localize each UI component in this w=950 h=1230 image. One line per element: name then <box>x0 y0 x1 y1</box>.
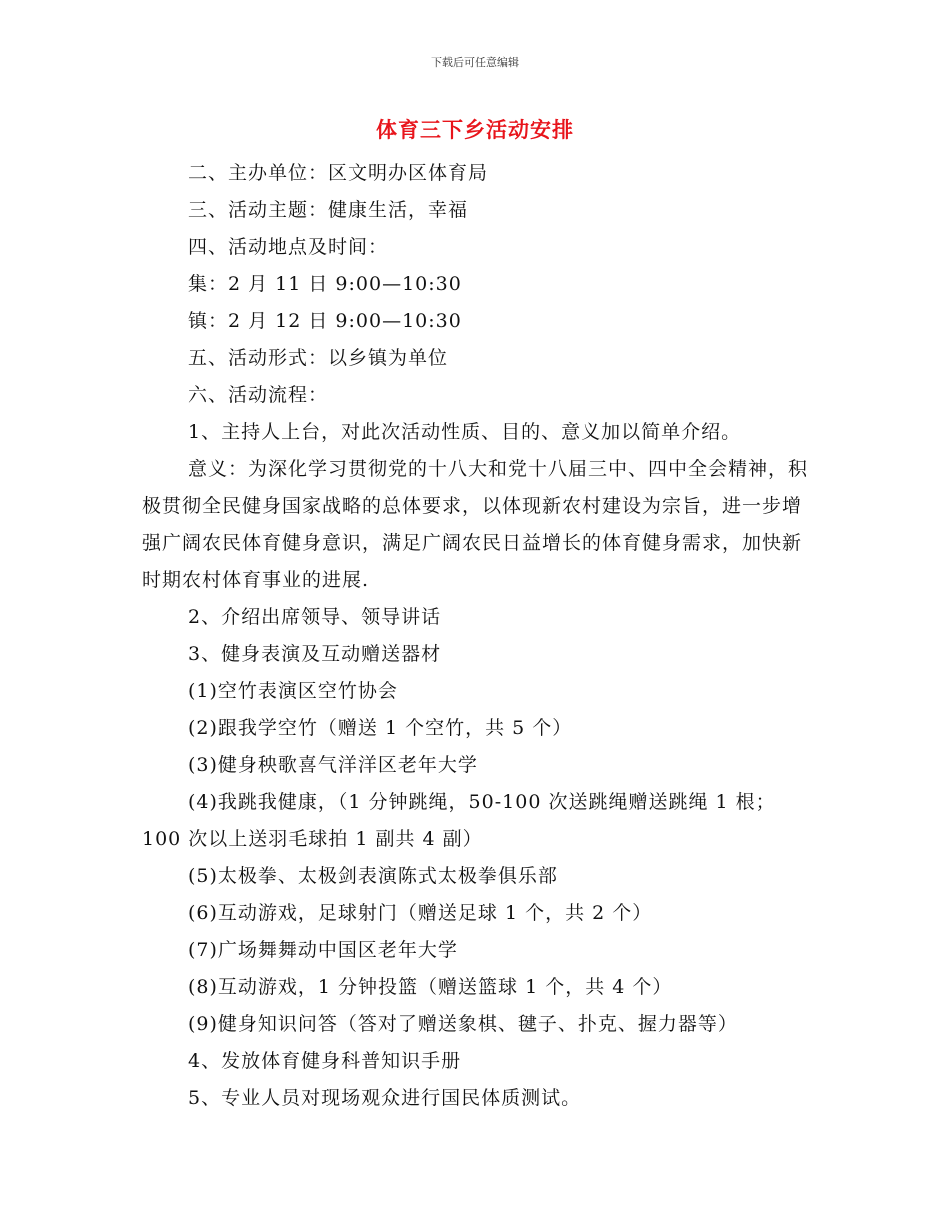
list-item: (2)跟我学空竹（赠送 1 个空竹，共 5 个） <box>188 717 573 739</box>
list-item: (9)健身知识问答（答对了赠送象棋、毽子、扑克、握力器等） <box>188 1013 738 1035</box>
paragraph-process: 六、活动流程： <box>188 384 329 406</box>
document-title: 体育三下乡活动安排 <box>376 118 574 142</box>
list-item: (8)互动游戏，1 分钟投篮（赠送篮球 1 个，共 4 个） <box>188 976 673 998</box>
list-item: (3)健身秧歌喜气洋洋区老年大学 <box>188 754 478 776</box>
list-item: (7)广场舞舞动中国区老年大学 <box>188 939 458 961</box>
list-item: (1)空竹表演区空竹协会 <box>188 680 398 702</box>
document-body <box>142 155 812 1117</box>
paragraph-step-1: 1、主持人上台，对此次活动性质、目的、意义加以简单介绍。 <box>188 421 742 443</box>
list-item: (4)我跳我健康，（1 分钟跳绳，50-100 次送跳绳赠送跳绳 1 根；100 次以上送羽毛球拍 1 副共 4 副） <box>142 791 776 850</box>
paragraph-significance: 意义：为深化学习贯彻党的十八大和党十八届三中、四中全会精神，积极贯彻全民健身国家战略的总体要求，以体现新农村建设为宗旨，进一步增强广阔农民体育健身意识，满足广阔农民日益增长的体育健身需求，加快新时期农村体育事业的进展. <box>142 458 809 591</box>
header-note: 下载后可任意编辑 <box>431 56 519 69</box>
list-item: (6)互动游戏，足球射门（赠送足球 1 个，共 2 个） <box>188 902 653 924</box>
paragraph-date-ji: 集：2 月 11 日 9:00—10:30 <box>188 273 462 295</box>
paragraph-organizer: 二、主办单位：区文明办区体育局 <box>188 162 489 184</box>
paragraph-step-3: 3、健身表演及互动赠送器材 <box>188 643 442 665</box>
paragraph-format: 五、活动形式：以乡镇为单位 <box>188 347 449 369</box>
paragraph-date-zhen: 镇：2 月 12 日 9:00—10:30 <box>188 310 462 332</box>
paragraph-theme: 三、活动主题：健康生活，幸福 <box>188 199 469 221</box>
paragraph-step-4: 4、发放体育健身科普知识手册 <box>188 1050 462 1072</box>
list-item: (5)太极拳、太极剑表演陈式太极拳俱乐部 <box>188 865 558 887</box>
paragraph-step-5: 5、专业人员对现场观众进行国民体质测试。 <box>188 1087 582 1109</box>
paragraph-location-time: 四、活动地点及时间： <box>188 236 389 258</box>
paragraph-step-2: 2、介绍出席领导、领导讲话 <box>188 606 442 628</box>
